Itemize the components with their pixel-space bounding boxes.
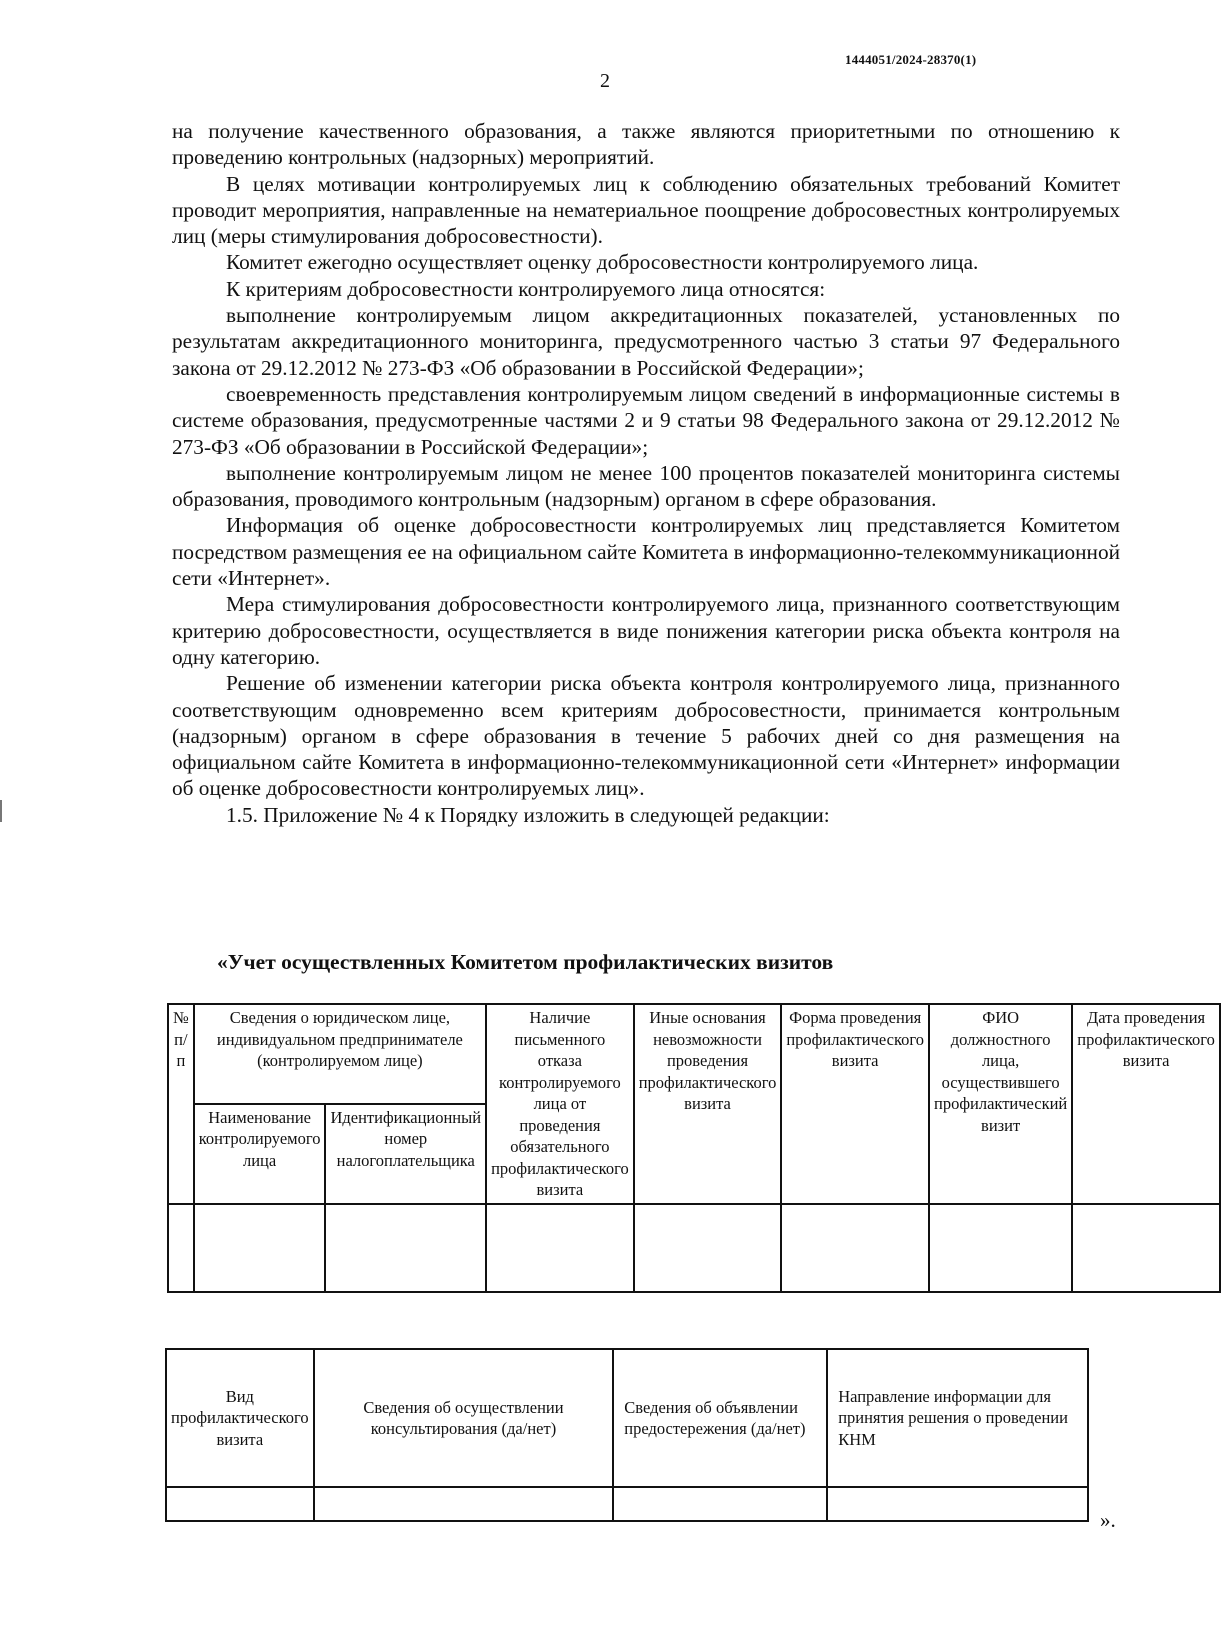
paragraph: на получение качественного образования, а также являются приоритетными по отношению к проведению контрольных (надзорных) мероприятий. [172, 119, 1120, 170]
closing-quote: ». [1100, 1508, 1116, 1532]
table-title: «Учет осуществленных Комитетом профилактических визитов [217, 950, 834, 974]
table-cell [781, 1204, 929, 1292]
table-cell [1072, 1204, 1220, 1292]
document-body [172, 118, 1120, 828]
paragraph: Мера стимулирования добросовестности контролируемого лица, признанного соответствующим критерию добросовестности, осуществляется в виде понижения категории риска объекта контроля на одну категорию. [172, 592, 1120, 669]
paragraph: Решение об изменении категории риска объекта контроля контролируемого лица, признанного соответствующим одновременно всем критериям добросовестности, принимается контрольным (надзорным) органом в сфере образования в течение 5 рабочих дней со дня размещения на официальном сайте Комитета в информационно-телекоммуникационной сети «Интернет» информации об оценке добросовестности контролируемых лиц». [172, 671, 1120, 801]
table-cell [634, 1204, 782, 1292]
header-cell-inn: Идентификационный номер налогоплательщика [325, 1104, 486, 1204]
header-cell-info-group: Сведения о юридическом лице, индивидуальном предпринимателе (контролируемом лице) [194, 1004, 486, 1104]
header-cell-knm-direction: Направление информации для принятия решения о проведении КНМ [827, 1349, 1088, 1487]
table-cell [194, 1204, 326, 1292]
table-cell [314, 1487, 614, 1521]
paragraph: Информация об оценке добросовестности контролируемых лиц представляется Комитетом посредством размещения ее на официальном сайте Комитета в информационно-телекоммуникационной сети «Интернет». [172, 513, 1120, 591]
paragraph: выполнение контролируемым лицом не менее 100 процентов показателей мониторинга системы образования, проводимого контрольным (надзорным) органом в сфере образования. [172, 460, 1120, 512]
paragraph: В целях мотивации контролируемых лиц к соблюдению обязательных требований Комитет проводит мероприятия, направленные на нематериальное поощрение добросовестных контролируемых лиц (меры стимулирования добросовестности). [172, 171, 1120, 249]
page-number: 2 [600, 70, 610, 92]
document-id: 1444051/2024-28370(1) [845, 52, 977, 67]
header-cell-official-fio: ФИО должностного лица, осуществившего профилактический визит [929, 1004, 1072, 1204]
paragraph: 1.5. Приложение № 4 к Порядку изложить в следующей редакции: [226, 802, 830, 827]
table-cell [827, 1487, 1088, 1521]
table-cell [166, 1487, 314, 1521]
paragraph: выполнение контролируемым лицом аккредитационных показателей, установленных по результатам аккредитационного мониторинга, предусмотренного частью 3 статьи 97 Федерального закона от 29.12.2012 № 273-ФЗ «Об образовании в Российской Федерации»; [172, 303, 1120, 380]
table-cell [325, 1204, 486, 1292]
margin-mark [0, 800, 2, 822]
table-cell [929, 1204, 1072, 1292]
header-cell-consulting: Сведения об осуществлении консультирования (да/нет) [314, 1349, 614, 1487]
header-cell-other-reasons: Иные основания невозможности проведения профилактического визита [634, 1004, 782, 1204]
header-cell-date: Дата проведения профилактического визита [1072, 1004, 1220, 1204]
paragraph: К критериям добросовестности контролируемого лица относятся: [226, 276, 826, 301]
paragraph: Комитет ежегодно осуществляет оценку добросовестности контролируемого лица. [226, 250, 979, 275]
table-cell [613, 1487, 827, 1521]
visits-table-continued [165, 1348, 1089, 1522]
visits-table [167, 1003, 1221, 1293]
table-cell [168, 1204, 194, 1292]
header-cell-name: Наименование контролируемого лица [194, 1104, 326, 1204]
header-cell-refusal: Наличие письменного отказа контролируемого лица от проведения обязательного профилактического визита [486, 1004, 634, 1204]
paragraph: своевременность представления контролируемым лицом сведений в информационные системы в системе образования, предусмотренные частями 2 и 9 статьи 98 Федерального закона от 29.12.2012 № 273-ФЗ «Об образовании в Российской Федерации»; [172, 381, 1120, 459]
header-cell-visit-type: Вид профилактического визита [166, 1349, 314, 1487]
header-cell-form: Форма проведения профилактического визита [781, 1004, 929, 1204]
table-cell [486, 1204, 634, 1292]
header-cell-number: № п/п [168, 1004, 194, 1204]
header-cell-warning: Сведения об объявлении предостережения (да/нет) [613, 1349, 827, 1487]
